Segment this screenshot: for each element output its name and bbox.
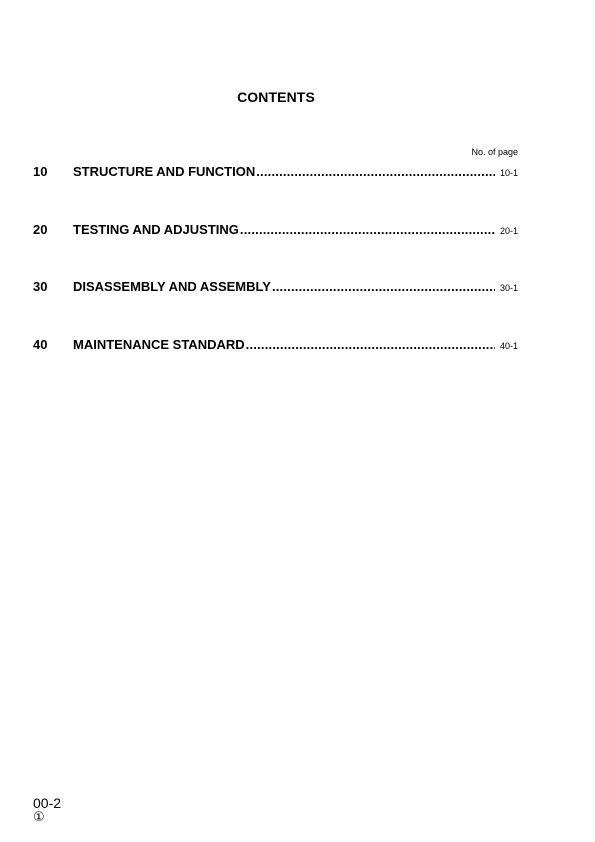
toc-entry-title: TESTING AND ADJUSTING — [73, 222, 239, 237]
toc-entry-disassembly-and-assembly[interactable] — [33, 279, 518, 295]
dot-leader — [272, 279, 495, 294]
dot-leader — [256, 164, 495, 179]
toc-entry-page: 10-1 — [499, 168, 518, 178]
dot-leader — [240, 222, 495, 237]
page-title: CONTENTS — [237, 89, 315, 105]
dot-leader — [246, 337, 495, 352]
toc-entry-maintenance-standard[interactable] — [33, 337, 518, 353]
toc-entry-structure-and-function[interactable] — [33, 164, 518, 180]
toc-entry-number: 30 — [33, 279, 48, 294]
page-column-header: No. of page — [471, 147, 518, 157]
toc-entry-page: 20-1 — [499, 226, 518, 236]
toc-entry-page: 30-1 — [499, 283, 518, 293]
toc-entry-number: 20 — [33, 222, 48, 237]
toc-entry-title: STRUCTURE AND FUNCTION — [73, 164, 256, 179]
toc-entry-page: 40-1 — [499, 341, 518, 351]
footer-page-number: 00-2 — [33, 795, 62, 811]
toc-entry-title: MAINTENANCE STANDARD — [73, 337, 245, 352]
toc-entry-title: DISASSEMBLY AND ASSEMBLY — [73, 279, 271, 294]
toc-entry-testing-and-adjusting[interactable] — [33, 222, 518, 238]
toc-entry-number: 10 — [33, 164, 48, 179]
revision-mark: ① — [33, 810, 45, 825]
toc-entry-number: 40 — [33, 337, 48, 352]
